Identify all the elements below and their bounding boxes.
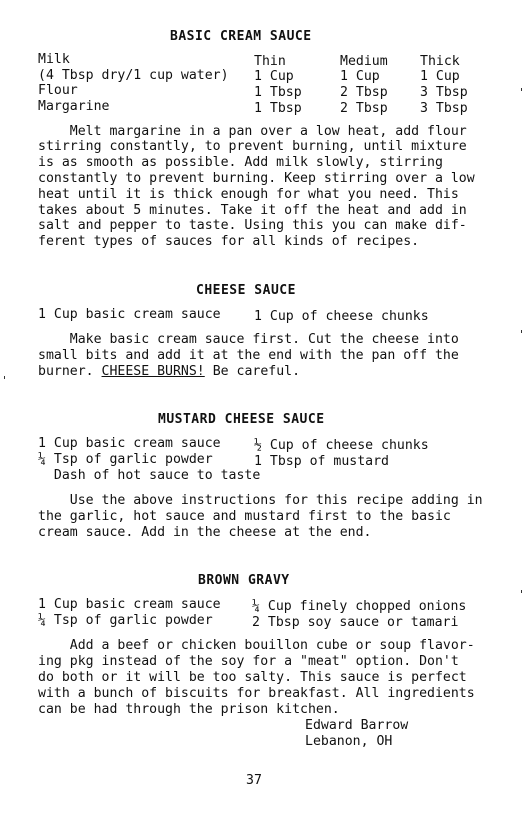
ingredient-thick: 3 Tbsp [420, 85, 468, 100]
instructions-line: with a bunch of biscuits for breakfast. All ingredients [38, 686, 475, 701]
ingredient-medium: 2 Tbsp [340, 101, 388, 116]
scan-edge-mark [521, 330, 522, 333]
scan-edge-mark [521, 88, 522, 91]
ingredient-item: 1 Cup of cheese chunks [254, 309, 429, 324]
instructions-line: heat until it is thick enough for what you need. This [38, 187, 459, 202]
ingredient-item: 1 Tbsp of mustard [254, 454, 389, 469]
ingredient-medium: 2 Tbsp [340, 85, 388, 100]
column-thin: Thin [254, 54, 286, 69]
scan-edge-mark [521, 590, 522, 593]
column-thick: Thick [420, 54, 460, 69]
ingredient-thin: 1 Tbsp [254, 85, 302, 100]
scan-edge-mark [4, 376, 5, 379]
ingredient-thin: 1 Tbsp [254, 101, 302, 116]
page-number: 37 [246, 773, 262, 788]
instructions-line: Make basic cream sauce first. Cut the cheese into [38, 332, 459, 347]
ingredient-item: Margarine [38, 99, 110, 114]
author-place: Lebanon, OH [305, 734, 393, 749]
ingredient-medium: 1 Cup [340, 69, 380, 84]
ingredient-item: 2 Tbsp soy sauce or tamari [252, 615, 459, 630]
instructions-line: constantly to prevent burning. Keep stirring over a low [38, 171, 475, 186]
basic-cream-sauce-heading: BASIC CREAM SAUCE [170, 29, 312, 44]
ingredient-item: ¼ Cup finely chopped onions [252, 599, 467, 614]
instructions-line: do both or it will be too salty. This sauce is perfect [38, 670, 467, 685]
ingredient-item: ¼ Tsp of garlic powder [38, 613, 213, 628]
instructions-line: small bits and add it at the end with the pan off the [38, 348, 459, 363]
instructions-line: Add a beef or chicken bouillon cube or soup flavor- [38, 638, 475, 653]
warning-text: CHEESE BURNS! [101, 364, 205, 379]
instructions-line: Use the above instructions for this recipe adding in [38, 493, 483, 508]
instructions-line: takes about 5 minutes. Take it off the heat and add in [38, 203, 467, 218]
cheese-sauce-heading: CHEESE SAUCE [196, 283, 296, 298]
instructions-line: ing pkg instead of the soy for a "meat" option. Don't [38, 654, 459, 669]
instructions-line: Melt margarine in a pan over a low heat, add flour [38, 124, 467, 139]
instructions-text: Be careful. [204, 364, 301, 379]
brown-gravy-heading: BROWN GRAVY [198, 573, 290, 588]
ingredient-item: ½ Cup of cheese chunks [254, 438, 429, 453]
ingredient-item: (4 Tbsp dry/1 cup water) [38, 68, 229, 83]
ingredient-item: Flour [38, 83, 78, 98]
author-name: Edward Barrow [305, 718, 409, 733]
instructions-line: can be had through the prison kitchen. [38, 702, 340, 717]
mustard-cheese-sauce-heading: MUSTARD CHEESE SAUCE [158, 412, 325, 427]
instructions-line: salt and pepper to taste. Using this you can make dif- [38, 218, 467, 233]
ingredient-item: Milk [38, 52, 70, 67]
instructions-line [38, 364, 300, 379]
ingredient-thick: 3 Tbsp [420, 101, 468, 116]
column-medium: Medium [340, 54, 388, 69]
ingredient-item: 1 Cup basic cream sauce [38, 436, 221, 451]
instructions-line: ferent types of sauces for all kinds of recipes. [38, 234, 420, 249]
instructions-line: is as smooth as possible. Add milk slowly, stirring [38, 155, 443, 170]
ingredient-item: Dash of hot sauce to taste [38, 468, 261, 483]
instructions-line: cream sauce. Add in the cheese at the end. [38, 525, 372, 540]
instructions-line: the garlic, hot sauce and mustard first to the basic [38, 509, 451, 524]
ingredient-thick: 1 Cup [420, 69, 460, 84]
instructions-text: burner. [38, 364, 102, 379]
instructions-line: stirring constantly, to prevent burning, until mixture [38, 139, 467, 154]
ingredient-item: 1 Cup basic cream sauce [38, 597, 221, 612]
ingredient-item: ¼ Tsp of garlic powder [38, 452, 213, 467]
ingredient-item: 1 Cup basic cream sauce [38, 307, 221, 322]
ingredient-thin: 1 Cup [254, 69, 294, 84]
